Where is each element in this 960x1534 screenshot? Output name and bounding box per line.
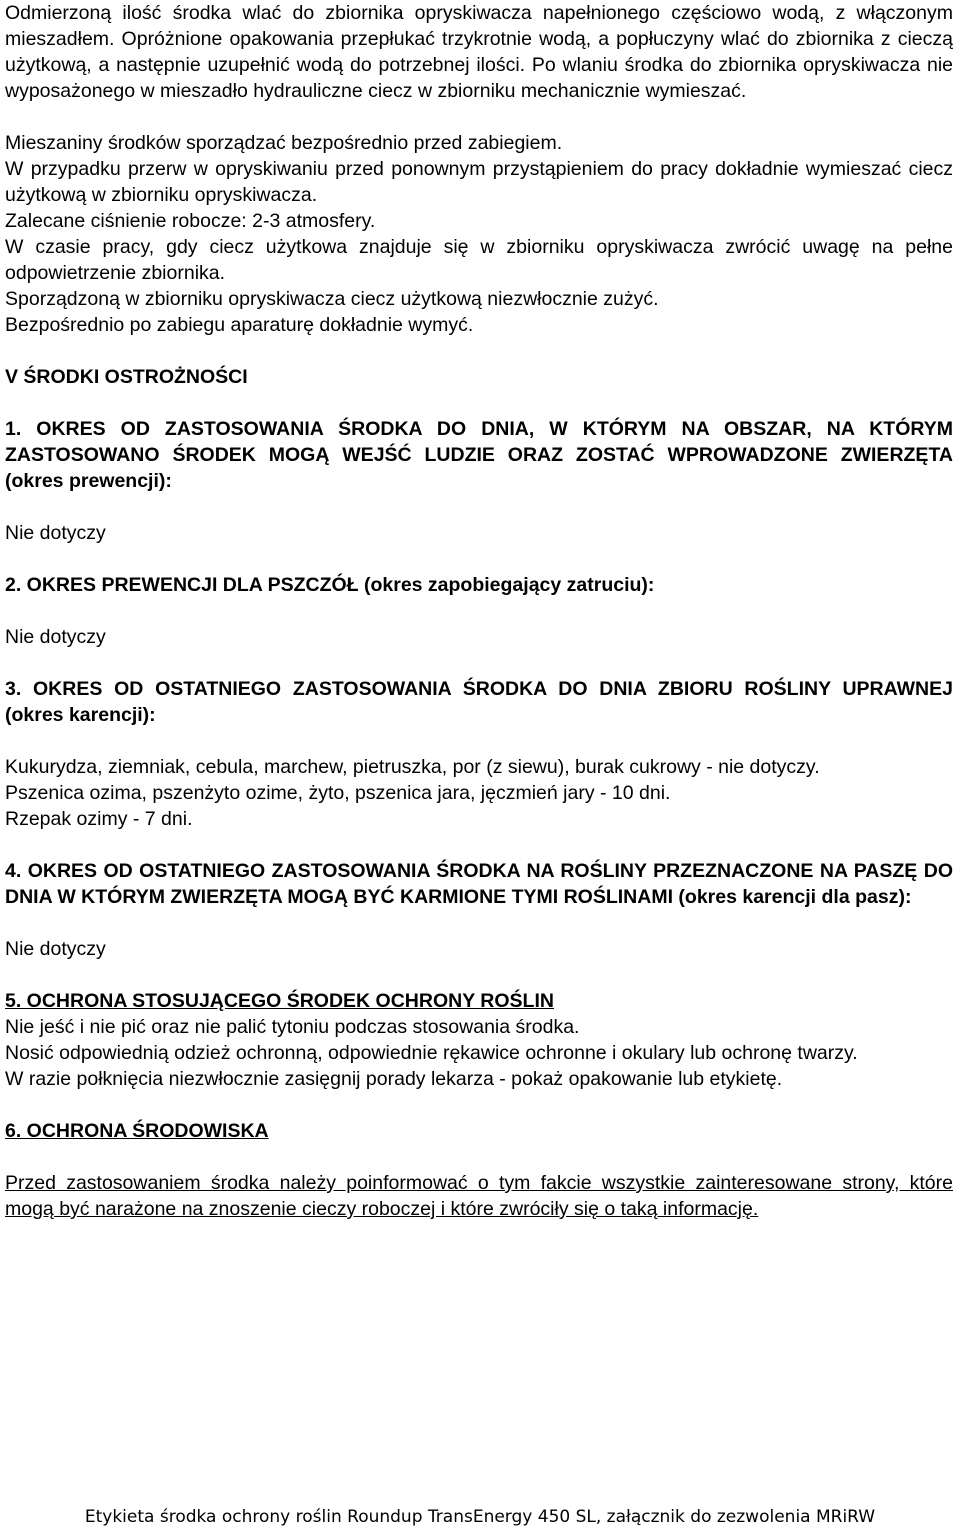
spacer	[5, 962, 953, 988]
item5-line: W razie połknięcia niezwłocznie zasięgnij porady lekarza - pokaż opakowanie lub etykietę.	[5, 1068, 783, 1090]
item5-line: Nie jeść i nie pić oraz nie palić tytoniu podczas stosowania środka.	[5, 1016, 580, 1038]
item6-heading: 6. OCHRONA ŚRODOWISKA	[5, 1120, 269, 1142]
mixing-line: Zalecane ciśnienie robocze: 2-3 atmosfery.	[5, 210, 376, 232]
mixing-line: W czasie pracy, gdy ciecz użytkowa znajduje się w zbiorniku opryskiwacza zwrócić uwagę na pełne odpowietrzenie zbiornika.	[5, 236, 953, 284]
page-footer: Etykieta środka ochrony roślin Roundup TransEnergy 450 SL, załącznik do zezwolenia MRiRW	[84, 1507, 876, 1527]
spacer	[5, 338, 953, 364]
mixing-line: Sporządzoną w zbiorniku opryskiwacza ciecz użytkową niezwłocznie zużyć.	[5, 288, 659, 310]
spacer	[5, 1144, 953, 1170]
item3-line: Kukurydza, ziemniak, cebula, marchew, pietruszka, por (z siewu), burak cukrowy - nie dotyczy.	[5, 756, 820, 778]
mixing-line: Mieszaniny środków sporządzać bezpośrednio przed zabiegiem.	[5, 132, 563, 154]
item1-value: Nie dotyczy	[5, 522, 106, 544]
spacer	[5, 1092, 953, 1118]
item3-line: Rzepak ozimy - 7 dni.	[5, 808, 193, 830]
section-title: V ŚRODKI OSTROŻNOŚCI	[5, 366, 248, 388]
mixing-line: W przypadku przerw w opryskiwaniu przed ponownym przystąpieniem do pracy dokładnie wymieszać ciecz użytkową w zbiorniku opryskiwacza.	[5, 158, 953, 206]
spacer	[5, 728, 953, 754]
item4-value: Nie dotyczy	[5, 938, 106, 960]
spacer	[5, 390, 953, 416]
item2-heading: 2. OKRES PREWENCJI DLA PSZCZÓŁ (okres zapobiegający zatruciu):	[5, 574, 655, 596]
spacer	[5, 598, 953, 624]
item4-heading: 4. OKRES OD OSTATNIEGO ZASTOSOWANIA ŚRODKA NA ROŚLINY PRZEZNACZONE NA PASZĘ DO DNIA W KTÓRYM ZWIERZĘTA MOGĄ BYĆ KARMIONE TYMI ROŚLINAMI (okres karencji dla pasz):	[5, 860, 953, 908]
item6-text: Przed zastosowaniem środka należy poinformować o tym fakcie wszystkie zainteresowane strony, które mogą być narażone na znoszenie cieczy roboczej i które zwróciły się o taką informację.	[5, 1172, 953, 1220]
spacer	[5, 910, 953, 936]
spacer	[5, 104, 953, 130]
spacer	[5, 494, 953, 520]
item2-value: Nie dotyczy	[5, 626, 106, 648]
item5-heading: 5. OCHRONA STOSUJĄCEGO ŚRODEK OCHRONY ROŚLIN	[5, 990, 554, 1012]
item3-line: Pszenica ozima, pszenżyto ozime, żyto, pszenica jara, jęczmień jary - 10 dni.	[5, 782, 671, 804]
spacer	[5, 832, 953, 858]
mixing-line: Bezpośrednio po zabiegu aparaturę dokładnie wymyć.	[5, 314, 474, 336]
item5-line: Nosić odpowiednią odzież ochronną, odpowiednie rękawice ochronne i okulary lub ochronę twarzy.	[5, 1042, 858, 1064]
item1-heading: 1. OKRES OD ZASTOSOWANIA ŚRODKA DO DNIA, W KTÓRYM NA OBSZAR, NA KTÓRYM ZASTOSOWANO ŚRODEK MOGĄ WEJŚĆ LUDZIE ORAZ ZOSTAĆ WPROWADZONE ZWIERZĘTA (okres prewencji):	[5, 418, 953, 492]
document-page	[5, 0, 953, 1222]
intro-paragraph: Odmierzoną ilość środka wlać do zbiornika opryskiwacza napełnionego częściowo wodą, z włączonym mieszadłem. Opróżnione opakowania przepłukać trzykrotnie wodą, a popłuczyny wlać do zbiornika z cieczą użytkową, a następnie uzupełnić wodą do potrzebnej ilości. Po wlaniu środka do zbiornika opryskiwacza nie wyposażonego w mieszadło hydrauliczne ciecz w zbiorniku mechanicznie wymieszać.	[5, 2, 953, 102]
spacer	[5, 650, 953, 676]
item3-heading: 3. OKRES OD OSTATNIEGO ZASTOSOWANIA ŚRODKA DO DNIA ZBIORU ROŚLINY UPRAWNEJ (okres karencji):	[5, 678, 953, 726]
spacer	[5, 546, 953, 572]
